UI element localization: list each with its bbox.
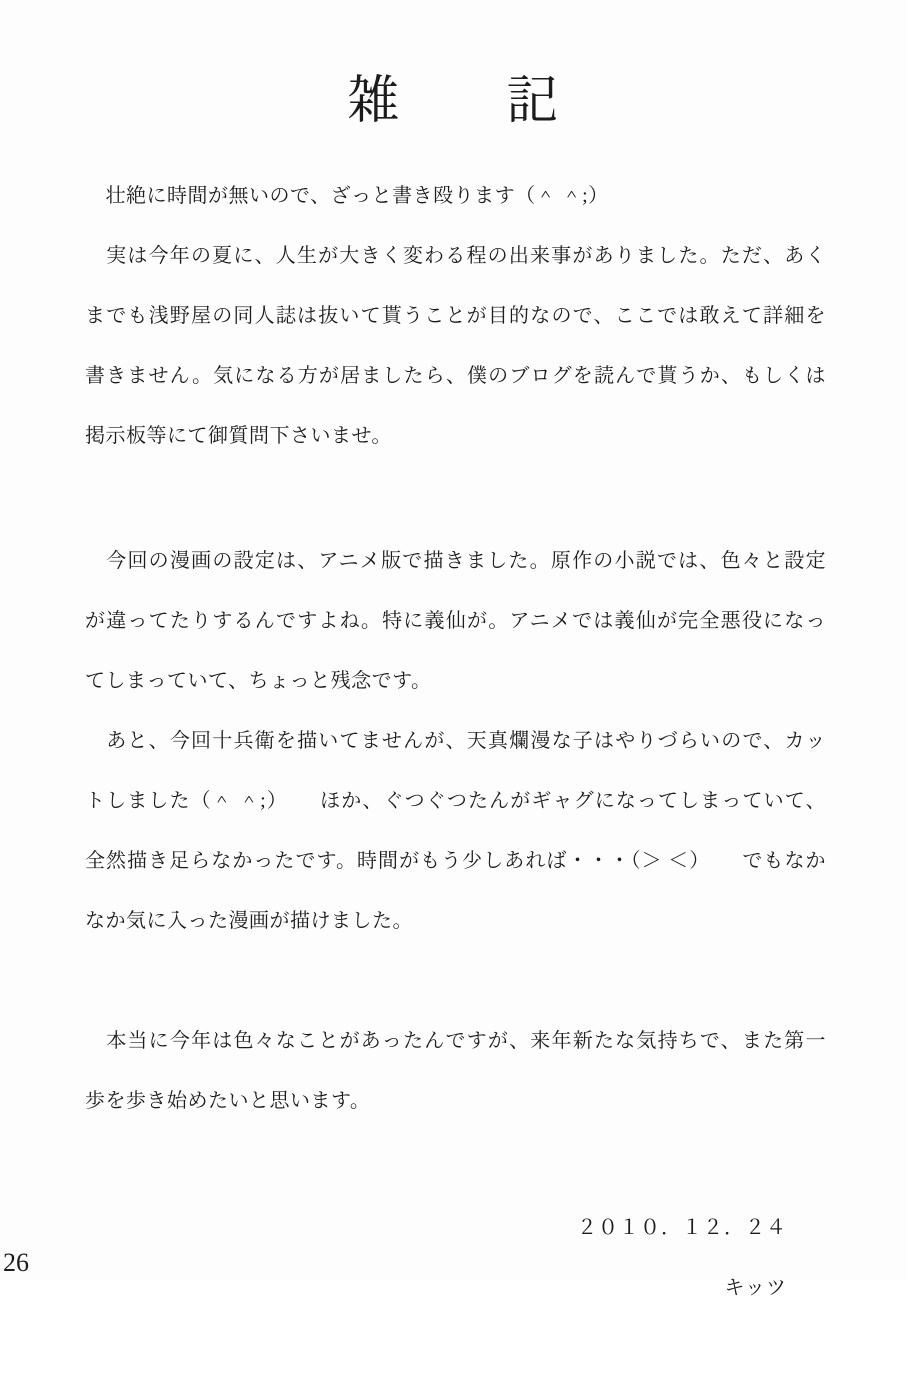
text-line: 壮絶に時間が無いので、ざっと書き殴ります（＾ ＾;） bbox=[85, 185, 609, 207]
text-line: 全然描き足らなかったです。時間がもう少しあれば・・・（＞ ＜） でもなか bbox=[85, 850, 826, 872]
text-line: 書きません。気になる方が居ましたら、僕のブログを読んで貰うか、もしくは bbox=[85, 365, 826, 387]
text-line: トしました（＾ ＾;） ほか、ぐつぐつたんがギャグになってしまっていて、 bbox=[85, 790, 826, 812]
text-line: 実は今年の夏に、人生が大きく変わる程の出来事がありました。ただ、あく bbox=[85, 245, 826, 267]
text-line: 今回の漫画の設定は、アニメ版で描きました。原作の小説では、色々と設定 bbox=[85, 550, 826, 572]
date-text: ２０１０．１２．２４ bbox=[577, 1217, 787, 1239]
text-line: なか気に入った漫画が描けました。 bbox=[85, 910, 413, 932]
text-line: 歩を歩き始めたいと思います。 bbox=[85, 1090, 371, 1112]
text-line: てしまっていて、ちょっと残念です。 bbox=[85, 670, 432, 692]
text-line: あと、今回十兵衛を描いてませんが、天真爛漫な子はやりづらいので、カッ bbox=[85, 730, 826, 752]
text-line: が違ってたりするんですよね。特に義仙が。アニメでは義仙が完全悪役になっ bbox=[85, 610, 826, 632]
date-signature-line bbox=[85, 1138, 787, 1299]
text-line: 掲示板等にて御質問下さいませ。 bbox=[85, 425, 392, 447]
text-line: 本当に今年は色々なことがあったんですが、来年新たな気持ちで、また第一 bbox=[85, 1030, 826, 1052]
page-number: 26 bbox=[3, 1248, 29, 1277]
body-text bbox=[85, 166, 826, 1131]
page-title: 雑 記 bbox=[347, 73, 560, 130]
author-signature: キッツ bbox=[724, 1277, 787, 1299]
text-line: までも浅野屋の同人誌は抜いて貰うことが目的なので、ここでは敢えて詳細を bbox=[85, 305, 826, 327]
